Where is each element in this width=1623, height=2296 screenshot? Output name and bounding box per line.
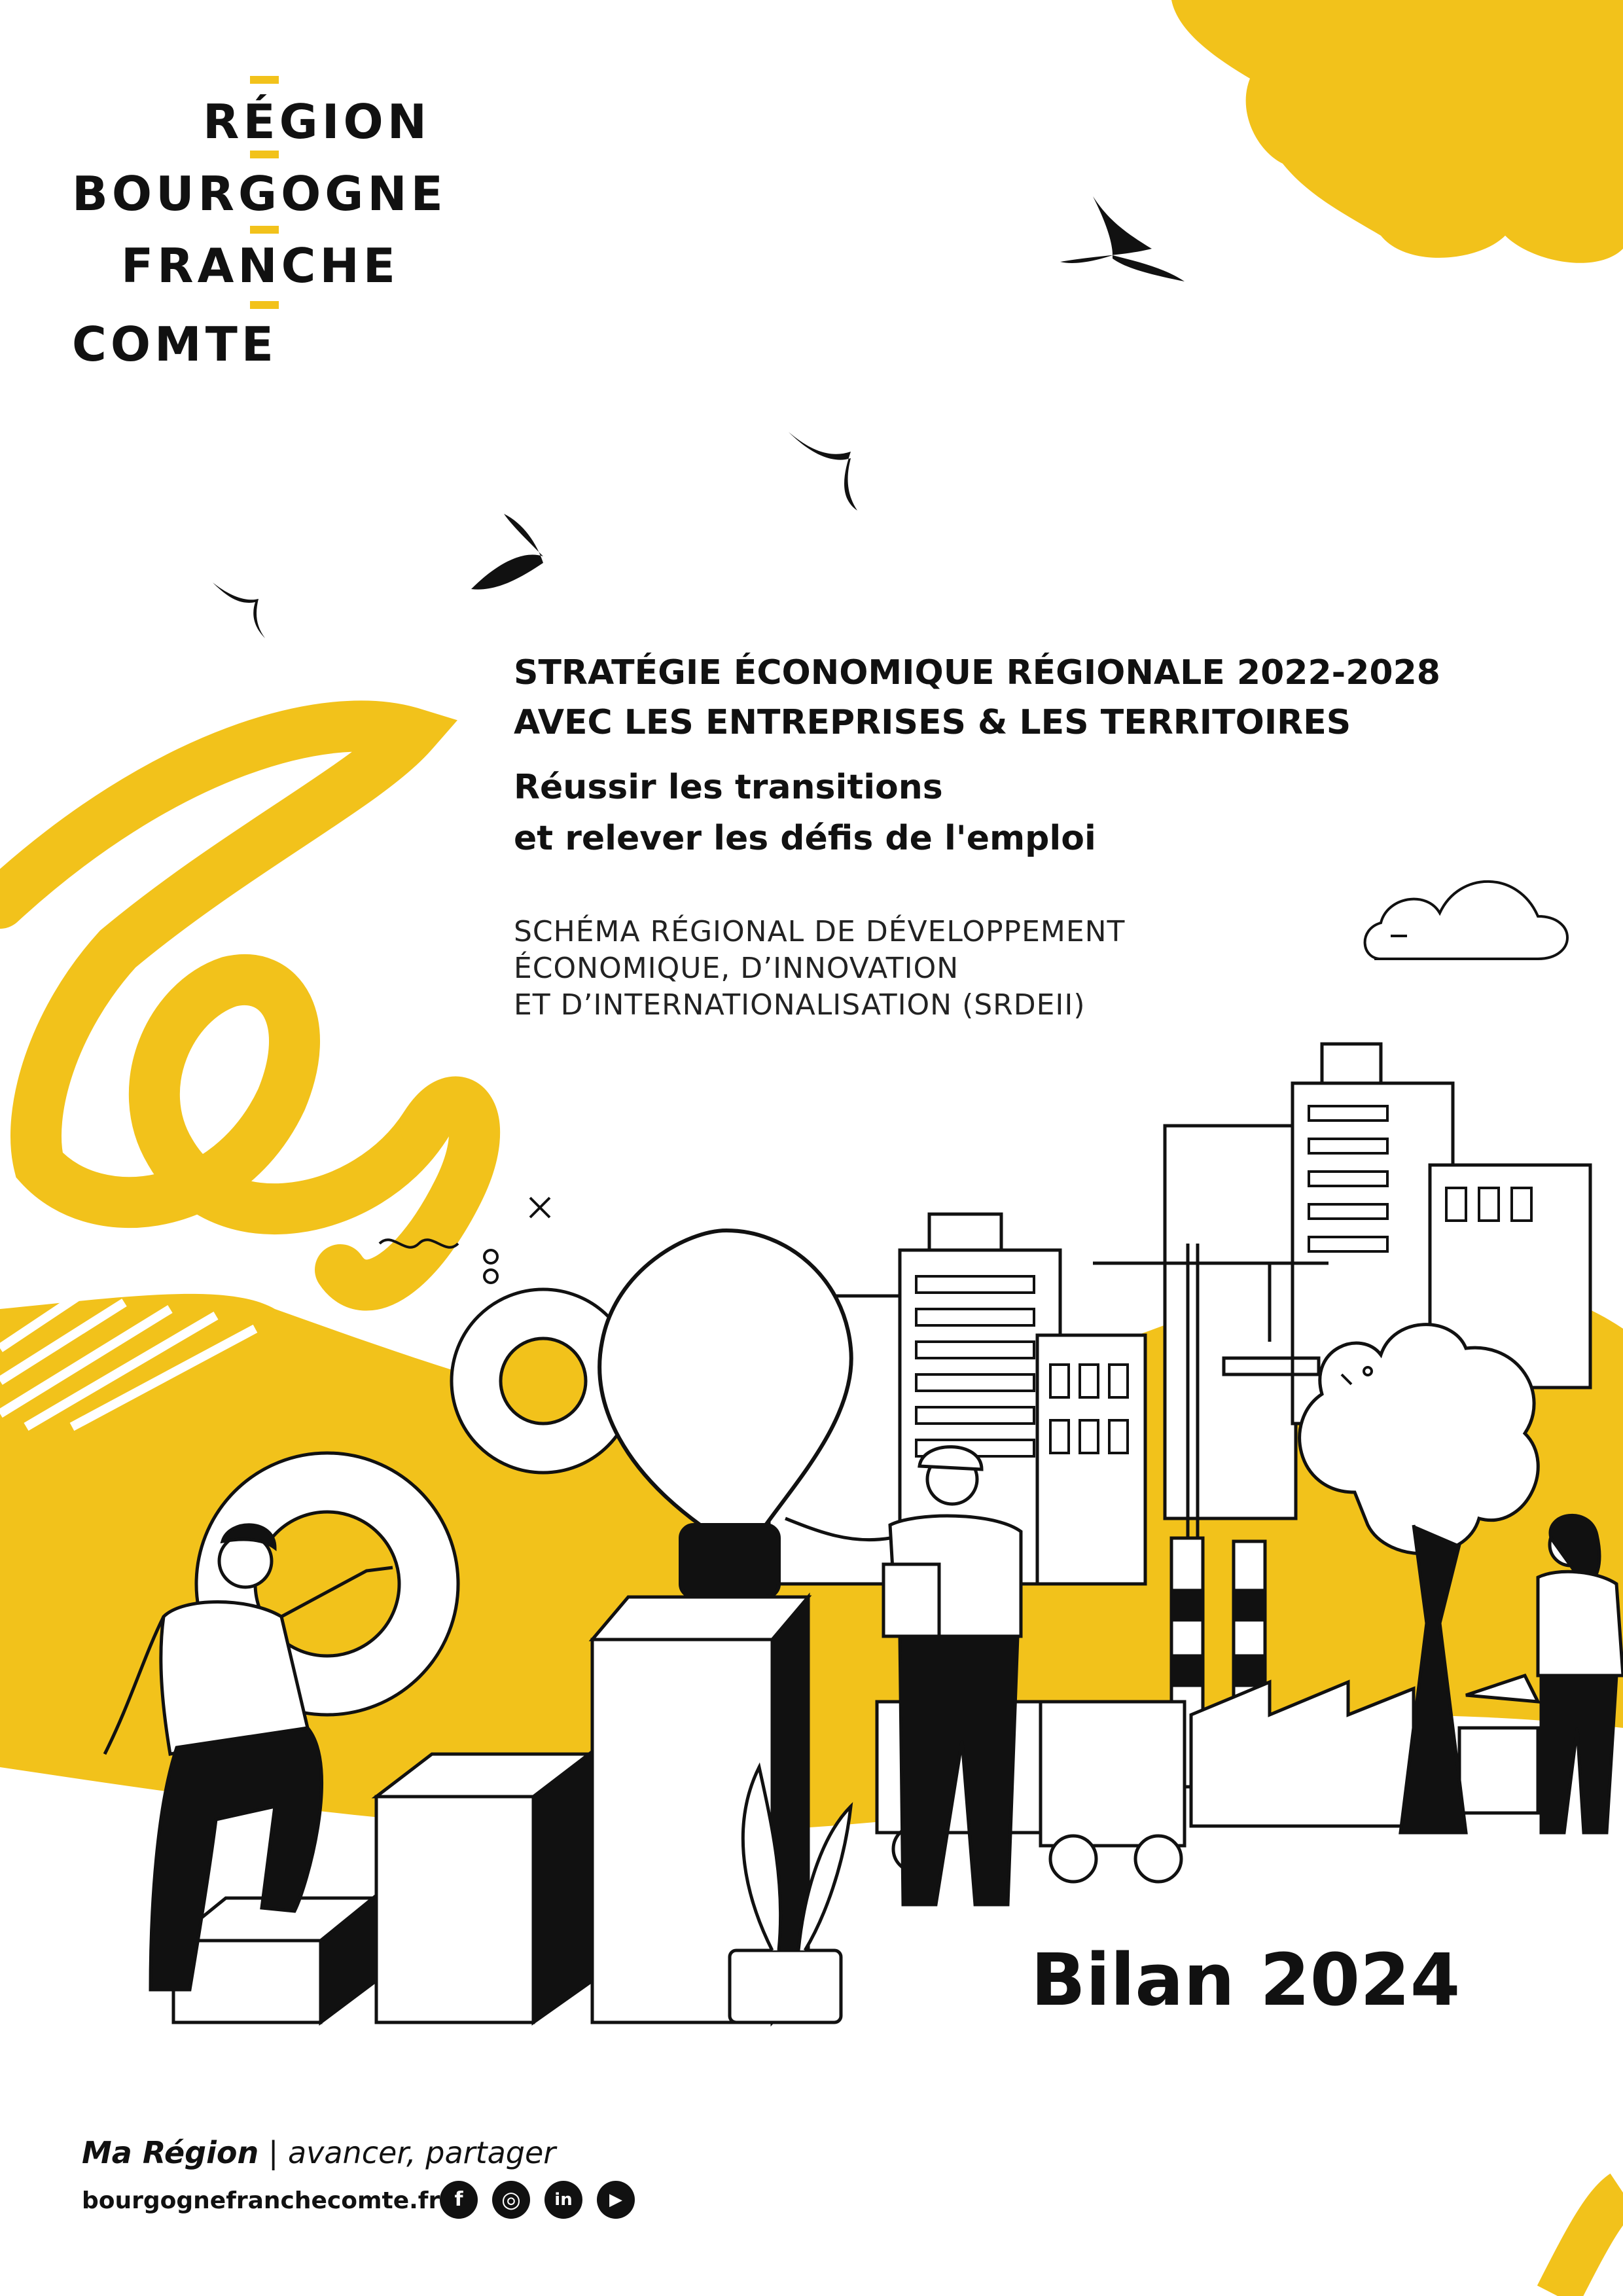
- logo-line-bourgogne: BOURGOGNE: [72, 166, 447, 221]
- document-subtitle-line-2: et relever les défis de l'emploi: [514, 819, 1096, 858]
- facebook-icon[interactable]: f: [440, 2181, 478, 2219]
- yellow-swoosh: [0, 726, 425, 1209]
- slogan-rest: | avancer, partager: [259, 2135, 556, 2170]
- document-subtitle-line-1: Réussir les transitions: [514, 768, 943, 807]
- cloud-outline: [1365, 882, 1567, 959]
- logo-accent-bar: [250, 301, 279, 309]
- youtube-icon[interactable]: ▶: [597, 2181, 635, 2219]
- linkedin-icon[interactable]: in: [544, 2181, 582, 2219]
- document-title-line-2: AVEC LES ENTREPRISES & LES TERRITOIRES: [514, 703, 1351, 742]
- top-right-blob: [1171, 0, 1623, 263]
- document-title-line-1: STRATÉGIE ÉCONOMIQUE RÉGIONALE 2022-2028: [514, 653, 1440, 692]
- logo-accent-bar: [250, 151, 279, 158]
- logo-accent-bar: [250, 76, 279, 84]
- corner-curve: [1558, 2193, 1623, 2296]
- schema-line-2: ÉCONOMIQUE, D’INNOVATION: [514, 952, 959, 985]
- schema-line-3: ET D’INTERNATIONALISATION (SRDEII): [514, 988, 1086, 1022]
- logo-line-region: RÉGION: [203, 94, 431, 149]
- logo-line-comte: COMTE: [72, 317, 277, 372]
- logo-line-franche: FRANCHE: [121, 238, 399, 293]
- logo-accent-bar: [250, 226, 279, 234]
- slogan-strong: Ma Région: [82, 2135, 259, 2170]
- bilan-title: Bilan 2024: [1031, 1938, 1461, 2022]
- region-logo: [72, 85, 478, 373]
- slogan: [82, 2135, 556, 2170]
- website-link[interactable]: bourgognefranchecomte.fr: [82, 2187, 440, 2214]
- schema-line-1: SCHÉMA RÉGIONAL DE DÉVELOPPEMENT: [514, 915, 1126, 948]
- instagram-icon[interactable]: ◎: [492, 2181, 530, 2219]
